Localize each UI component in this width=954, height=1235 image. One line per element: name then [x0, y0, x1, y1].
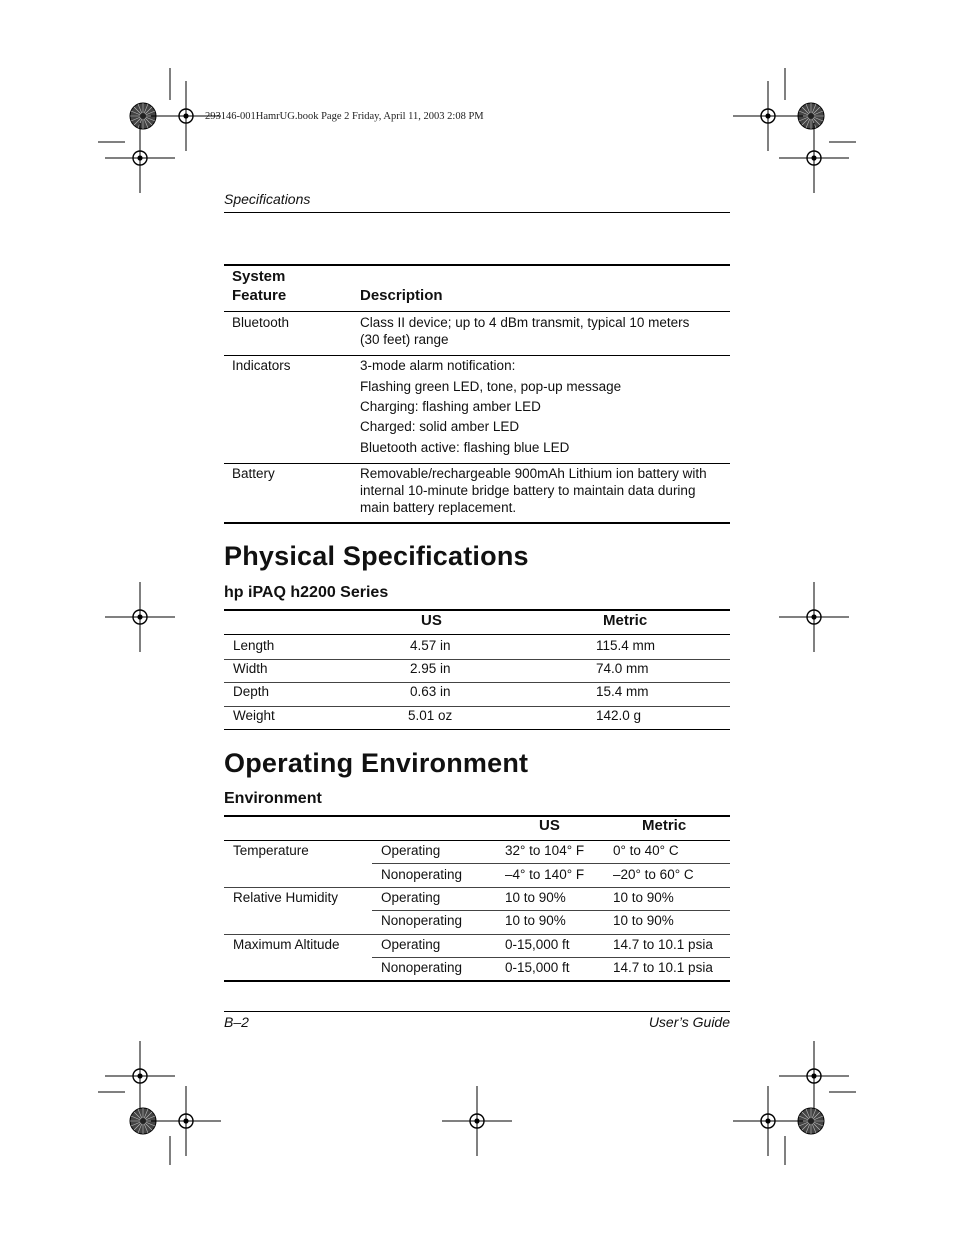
page-number: B–2	[224, 1014, 249, 1030]
mode-label: Operating	[381, 890, 441, 905]
group-divider	[224, 934, 730, 935]
header-rule	[224, 212, 730, 213]
feature-battery: Battery	[232, 466, 275, 481]
metric-value: 14.7 to 10.1 psia	[613, 937, 713, 952]
table-top-rule	[224, 264, 730, 266]
operating-environment-heading: Operating Environment	[224, 748, 529, 778]
description-line: Charging: flashing amber LED	[360, 399, 541, 414]
row-metric-value: 142.0 g	[596, 708, 642, 723]
running-head: Specifications	[224, 191, 311, 207]
crosshair-top-left-lower	[105, 123, 175, 193]
table-header-rule	[224, 634, 730, 635]
group-label: Maximum Altitude	[233, 937, 340, 952]
row-metric-value: 74.0 mm	[596, 661, 649, 676]
feature-bluetooth: Bluetooth	[232, 315, 290, 330]
guide-name: User’s Guide	[648, 1014, 730, 1030]
col-header-metric: Metric	[603, 612, 648, 629]
crosshair-top-right	[733, 81, 803, 151]
description-line: Charged: solid amber LED	[360, 419, 520, 434]
description-line: Bluetooth active: flashing blue LED	[360, 440, 570, 455]
description-line: internal 10-minute bridge battery to maintain data during	[360, 483, 696, 498]
feature-indicators: Indicators	[232, 358, 291, 373]
row-metric-value: 15.4 mm	[596, 684, 649, 699]
table-top-rule	[224, 609, 730, 611]
col-header-metric: Metric	[642, 817, 687, 834]
table-bottom-rule	[224, 729, 730, 730]
sub-row-divider	[372, 910, 730, 911]
us-value: 32° to 104° F	[505, 843, 585, 858]
description-line: Removable/rechargeable 900mAh Lithium ion battery with	[360, 466, 707, 481]
crosshair-middle-right	[779, 582, 849, 652]
header-feature-line1: System	[232, 268, 286, 285]
us-value: 0-15,000 ft	[505, 937, 570, 952]
crosshair-top-right-lower	[779, 123, 849, 193]
description-line: 3-mode alarm notification:	[360, 358, 516, 373]
row-label: Width	[233, 661, 268, 676]
physical-specifications-heading: Physical Specifications	[224, 541, 529, 571]
metric-value: 10 to 90%	[613, 890, 674, 905]
us-value: 10 to 90%	[505, 890, 566, 905]
row-label: Weight	[233, 708, 275, 723]
mode-label: Operating	[381, 843, 441, 858]
row-divider	[224, 706, 730, 707]
col-header-us: US	[421, 612, 442, 629]
header-feature-line2: Feature	[232, 287, 287, 304]
crosshair-middle-left	[105, 582, 175, 652]
mode-label: Nonoperating	[381, 913, 463, 928]
mode-label: Nonoperating	[381, 867, 463, 882]
crosshair-bottom-center	[442, 1086, 512, 1156]
sub-row-divider	[372, 957, 730, 958]
row-us-value: 2.95 in	[410, 661, 451, 676]
row-us-value: 0.63 in	[410, 684, 451, 699]
col-header-us: US	[539, 817, 560, 834]
row-divider	[224, 463, 730, 464]
metric-value: 14.7 to 10.1 psia	[613, 960, 713, 975]
description-line: Flashing green LED, tone, pop-up message	[360, 379, 622, 394]
header-description: Description	[360, 287, 443, 304]
table-header-rule	[224, 840, 730, 841]
table-bottom-rule	[224, 980, 730, 982]
sub-row-divider	[372, 863, 730, 864]
description-line: Class II device; up to 4 dBm transmit, typical 10 meters	[360, 315, 690, 330]
header-system-feature	[232, 267, 286, 305]
mode-label: Nonoperating	[381, 960, 463, 975]
metric-value: 0° to 40° C	[613, 843, 679, 858]
footer-rule	[224, 1011, 730, 1012]
row-metric-value: 115.4 mm	[596, 638, 656, 653]
row-label: Depth	[233, 684, 270, 699]
physical-subheading: hp iPAQ h2200 Series	[224, 584, 389, 601]
row-us-value: 5.01 oz	[408, 708, 453, 723]
table-bottom-rule	[224, 522, 730, 524]
description-line: (30 feet) range	[360, 332, 449, 347]
us-value: 10 to 90%	[505, 913, 566, 928]
us-value: 0-15,000 ft	[505, 960, 570, 975]
mode-label: Operating	[381, 937, 441, 952]
metric-value: 10 to 90%	[613, 913, 674, 928]
group-label: Relative Humidity	[233, 890, 339, 905]
printer-slug-line: 293146-001HamrUG.book Page 2 Friday, April 11, 2003 2:08 PM	[205, 111, 484, 122]
metric-value: –20° to 60° C	[613, 867, 694, 882]
row-divider	[224, 355, 730, 356]
us-value: –4° to 140° F	[505, 867, 585, 882]
group-label: Temperature	[233, 843, 309, 858]
crosshair-bottom-right	[733, 1086, 803, 1156]
crosshair-bottom-left-upper	[105, 1041, 175, 1111]
description-line: main battery replacement.	[360, 500, 517, 515]
row-us-value: 4.57 in	[410, 638, 451, 653]
environment-subheading: Environment	[224, 790, 322, 807]
crosshair-bottom-left	[151, 1086, 221, 1156]
group-divider	[224, 887, 730, 888]
table-header-rule	[224, 311, 730, 312]
row-divider	[224, 682, 730, 683]
crosshair-bottom-right-upper	[779, 1041, 849, 1111]
row-divider	[224, 659, 730, 660]
row-label: Length	[233, 638, 275, 653]
